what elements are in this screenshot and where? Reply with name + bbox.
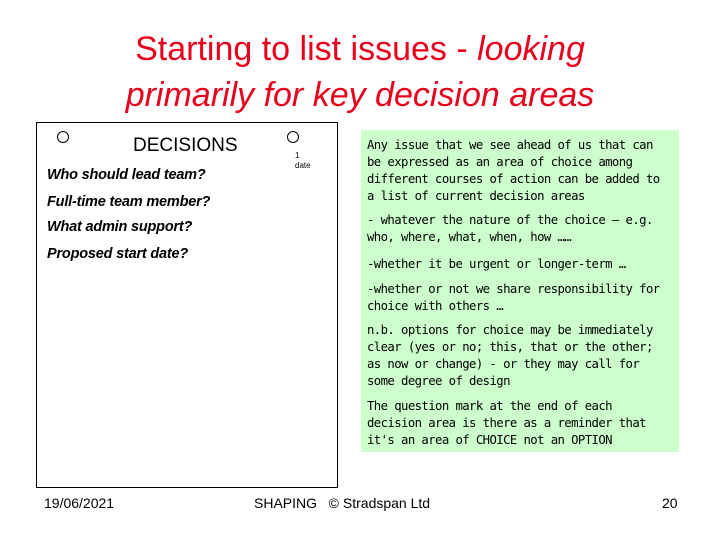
slide-title [40, 26, 680, 118]
title-line-1-plain: Starting to list issues - [135, 30, 478, 68]
explanation-paragraph: n.b. options for choice may be immediately clear (yes or no; this, that or the other; as now or change) - or they may call for some degree of design [367, 323, 653, 388]
card-note-label: date [295, 161, 311, 170]
footer-date: 19/06/2021 [44, 495, 115, 511]
explanation-paragraph: The question mark at the end of each decision area is there as a reminder that it's an area of CHOICE not an OPTION [367, 399, 646, 447]
card-question: What admin support? [47, 219, 193, 235]
card-question: Who should lead team? [47, 167, 206, 183]
title-line-2: primarily for key decision areas [125, 76, 595, 114]
explanation-box [361, 130, 679, 452]
punch-hole-right [287, 131, 299, 143]
page-number: 20 [662, 495, 678, 511]
card-question: Proposed start date? [47, 246, 189, 262]
footer-copyright: SHAPING © Stradspan Ltd [254, 495, 431, 511]
card-heading: DECISIONS [133, 135, 238, 156]
card-note [295, 151, 311, 171]
explanation-paragraph: -whether or not we share responsibility for choice with others … [367, 282, 660, 313]
explanation-paragraph: - whatever the nature of the choice – e.g. who, where, what, when, how …… [367, 213, 653, 244]
card-question: Full-time team member? [47, 194, 211, 210]
punch-hole-left [57, 131, 69, 143]
explanation-paragraph: -whether it be urgent or longer-term … [367, 257, 626, 271]
title-line-1 [40, 26, 680, 72]
title-line-1-italic: looking [477, 30, 585, 68]
explanation-paragraph: Any issue that we see ahead of us that can be expressed as an area of choice among different courses of action can be added to a list of current decision areas [367, 138, 660, 203]
card-note-number: 1 [295, 151, 300, 160]
decision-card [36, 122, 338, 488]
